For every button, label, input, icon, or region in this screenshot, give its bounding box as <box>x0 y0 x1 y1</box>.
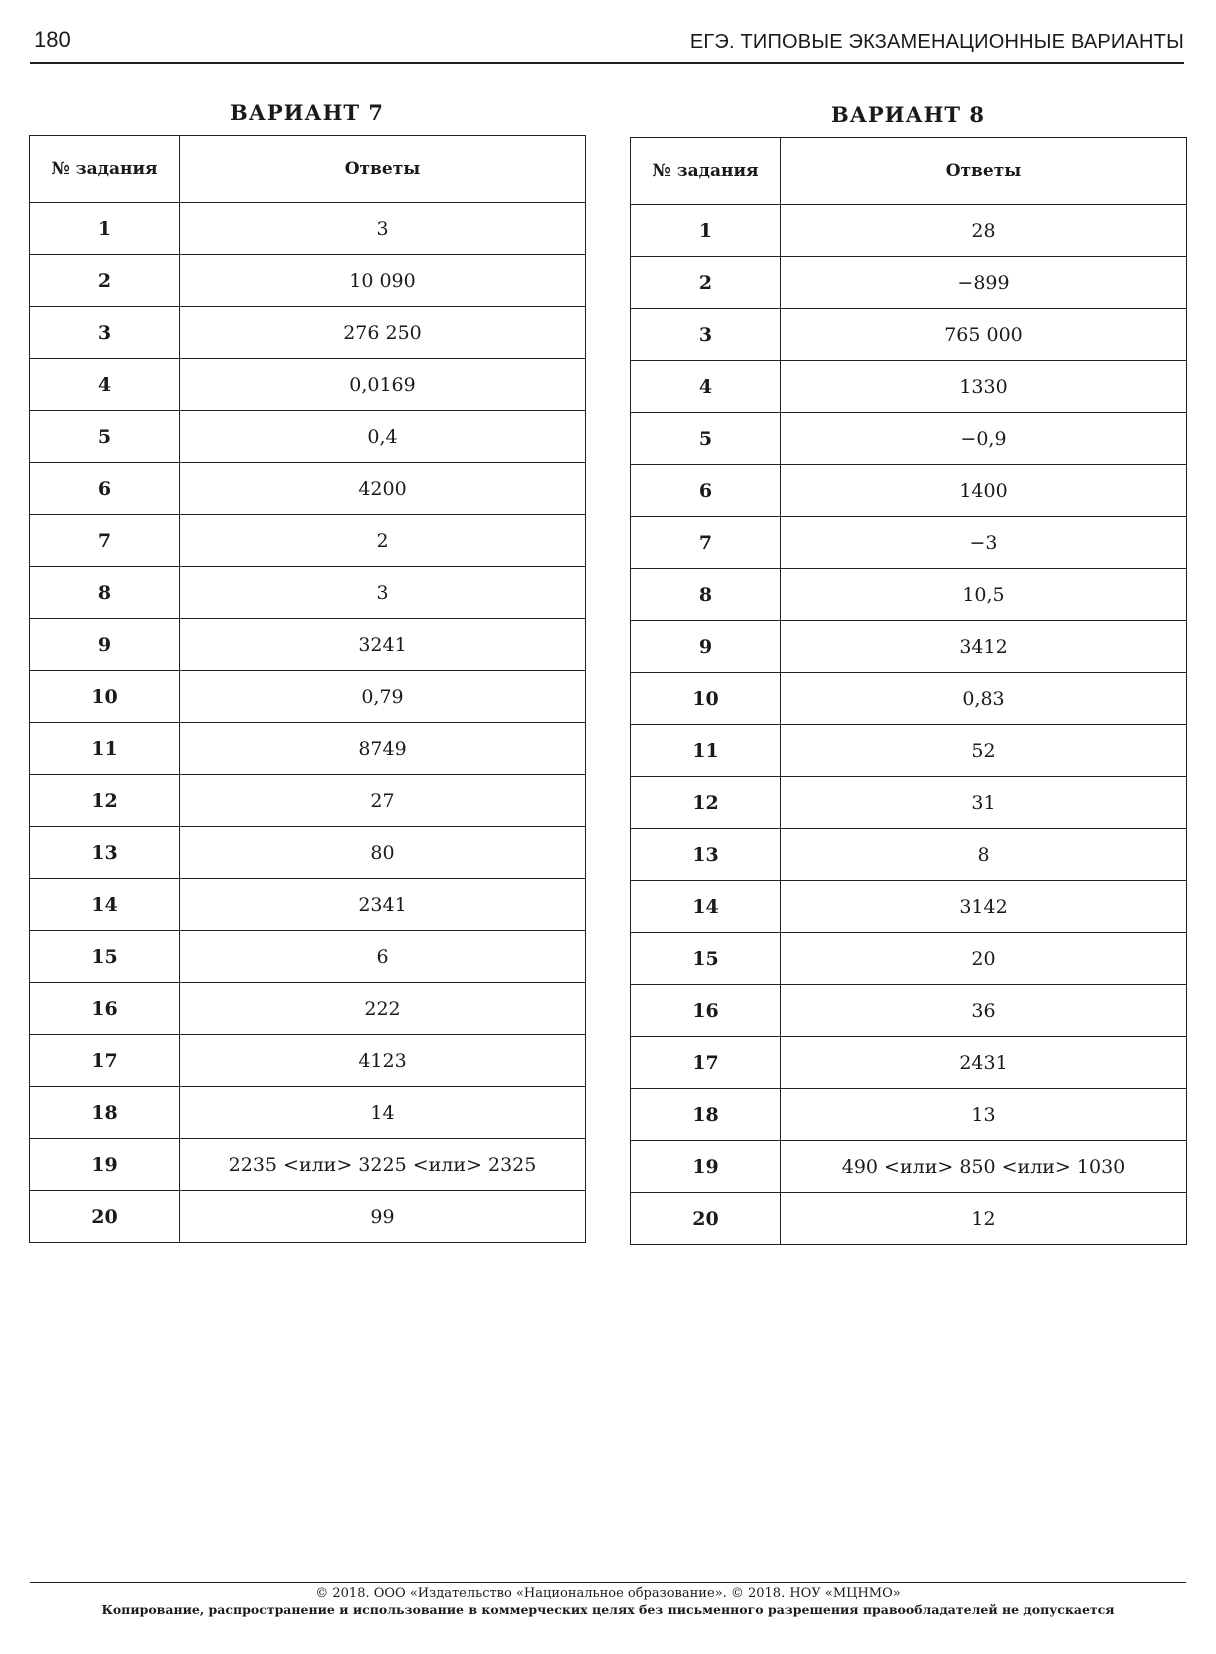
answer-cell: 6 <box>180 931 586 983</box>
table-row <box>631 361 1187 413</box>
task-number-cell: 10 <box>30 671 180 723</box>
answer-cell: 276 250 <box>180 307 586 359</box>
answer-cell: −3 <box>781 517 1187 569</box>
answer-cell: 36 <box>781 985 1187 1037</box>
table-row <box>30 671 586 723</box>
variant-8-section <box>630 100 1186 1245</box>
task-number-cell: 18 <box>30 1087 180 1139</box>
table-row <box>30 931 586 983</box>
table-row <box>631 621 1187 673</box>
page-header <box>30 22 1184 64</box>
table-row <box>30 359 586 411</box>
task-number-cell: 13 <box>631 829 781 881</box>
task-number-cell: 16 <box>30 983 180 1035</box>
answer-cell: −899 <box>781 257 1187 309</box>
answers-table <box>29 135 586 1243</box>
table-row <box>631 309 1187 361</box>
answer-cell: 765 000 <box>781 309 1187 361</box>
task-number-cell: 20 <box>30 1191 180 1243</box>
answer-cell: 0,83 <box>781 673 1187 725</box>
task-number-cell: 7 <box>30 515 180 567</box>
answer-cell: 0,0169 <box>180 359 586 411</box>
task-number-cell: 16 <box>631 985 781 1037</box>
table-row <box>30 1035 586 1087</box>
table-row <box>631 673 1187 725</box>
answer-cell: 2235 <или> 3225 <или> 2325 <box>180 1139 586 1191</box>
answer-cell: 8 <box>781 829 1187 881</box>
table-row <box>631 985 1187 1037</box>
task-number-cell: 13 <box>30 827 180 879</box>
table-row <box>631 881 1187 933</box>
table-row <box>631 725 1187 777</box>
variant-title: ВАРИАНТ 7 <box>230 100 384 125</box>
answer-cell: 13 <box>781 1089 1187 1141</box>
task-number-cell: 17 <box>30 1035 180 1087</box>
table-row <box>30 983 586 1035</box>
task-number-cell: 2 <box>30 255 180 307</box>
table-row <box>631 1193 1187 1245</box>
copying-notice: Копирование, распространение и использование в коммерческих целях без письменного разрешения правообладателей не допускается <box>101 1602 1115 1617</box>
variant-title: ВАРИАНТ 8 <box>831 102 985 127</box>
table-row <box>30 255 586 307</box>
task-number-cell: 14 <box>30 879 180 931</box>
variant-7-section <box>29 98 585 1243</box>
answer-cell: 2341 <box>180 879 586 931</box>
table-row <box>30 619 586 671</box>
task-number-cell: 9 <box>30 619 180 671</box>
table-header-row <box>30 136 586 203</box>
task-number-cell: 14 <box>631 881 781 933</box>
task-number-cell: 3 <box>631 309 781 361</box>
table-row <box>30 1139 586 1191</box>
task-number-cell: 1 <box>30 203 180 255</box>
answer-cell: 31 <box>781 777 1187 829</box>
task-number-cell: 11 <box>30 723 180 775</box>
table-row <box>30 411 586 463</box>
table-row <box>631 257 1187 309</box>
table-header-row <box>631 138 1187 205</box>
task-number-cell: 20 <box>631 1193 781 1245</box>
copyright-line: © 2018. ООО «Издательство «Национальное образование». © 2018. НОУ «МЦНМО» <box>315 1586 901 1601</box>
answer-cell: 2 <box>180 515 586 567</box>
answer-cell: 1400 <box>781 465 1187 517</box>
table-row <box>631 1141 1187 1193</box>
answers-body <box>30 203 586 1243</box>
table-row <box>30 307 586 359</box>
table-row <box>30 879 586 931</box>
task-number-cell: 6 <box>631 465 781 517</box>
task-number-header: № задания <box>30 136 180 203</box>
answer-cell: 14 <box>180 1087 586 1139</box>
task-number-cell: 17 <box>631 1037 781 1089</box>
answers-header: Ответы <box>180 136 586 203</box>
answer-cell: 28 <box>781 205 1187 257</box>
table-row <box>30 1087 586 1139</box>
answer-cell: 4123 <box>180 1035 586 1087</box>
answer-cell: 27 <box>180 775 586 827</box>
table-row <box>631 1089 1187 1141</box>
task-number-cell: 11 <box>631 725 781 777</box>
table-row <box>631 569 1187 621</box>
task-number-cell: 8 <box>30 567 180 619</box>
answers-table <box>630 137 1187 1245</box>
table-row <box>631 829 1187 881</box>
answers-header: Ответы <box>781 138 1187 205</box>
table-row <box>631 517 1187 569</box>
table-row <box>30 775 586 827</box>
table-row <box>30 723 586 775</box>
task-number-cell: 19 <box>30 1139 180 1191</box>
task-number-cell: 2 <box>631 257 781 309</box>
task-number-cell: 15 <box>631 933 781 985</box>
answer-cell: 3412 <box>781 621 1187 673</box>
answer-cell: 10,5 <box>781 569 1187 621</box>
answer-cell: 3142 <box>781 881 1187 933</box>
answers-body <box>631 205 1187 1245</box>
answer-cell: 10 090 <box>180 255 586 307</box>
copyright-footer <box>30 1582 1186 1618</box>
task-number-cell: 12 <box>631 777 781 829</box>
task-number-cell: 1 <box>631 205 781 257</box>
task-number-cell: 18 <box>631 1089 781 1141</box>
answer-cell: 490 <или> 850 <или> 1030 <box>781 1141 1187 1193</box>
answer-cell: 1330 <box>781 361 1187 413</box>
task-number-cell: 4 <box>30 359 180 411</box>
answer-cell: 0,79 <box>180 671 586 723</box>
table-row <box>631 465 1187 517</box>
answer-cell: 20 <box>781 933 1187 985</box>
answer-cell: 52 <box>781 725 1187 777</box>
table-row <box>30 463 586 515</box>
answer-cell: 3241 <box>180 619 586 671</box>
answer-cell: 222 <box>180 983 586 1035</box>
running-title: ЕГЭ. ТИПОВЫЕ ЭКЗАМЕНАЦИОННЫЕ ВАРИАНТЫ <box>689 31 1184 53</box>
page-number: 180 <box>34 27 71 52</box>
answer-cell: 8749 <box>180 723 586 775</box>
task-number-cell: 9 <box>631 621 781 673</box>
task-number-cell: 5 <box>30 411 180 463</box>
task-number-cell: 3 <box>30 307 180 359</box>
table-row <box>30 567 586 619</box>
answer-cell: 3 <box>180 567 586 619</box>
answer-cell: −0,9 <box>781 413 1187 465</box>
table-row <box>30 827 586 879</box>
task-number-cell: 8 <box>631 569 781 621</box>
task-number-cell: 12 <box>30 775 180 827</box>
answer-cell: 99 <box>180 1191 586 1243</box>
task-number-header: № задания <box>631 138 781 205</box>
task-number-cell: 7 <box>631 517 781 569</box>
table-row <box>631 933 1187 985</box>
answer-cell: 4200 <box>180 463 586 515</box>
answer-cell: 80 <box>180 827 586 879</box>
task-number-cell: 5 <box>631 413 781 465</box>
task-number-cell: 19 <box>631 1141 781 1193</box>
table-row <box>30 515 586 567</box>
answer-cell: 12 <box>781 1193 1187 1245</box>
table-row <box>631 413 1187 465</box>
table-row <box>30 1191 586 1243</box>
task-number-cell: 15 <box>30 931 180 983</box>
answer-cell: 3 <box>180 203 586 255</box>
table-row <box>631 777 1187 829</box>
task-number-cell: 6 <box>30 463 180 515</box>
answer-cell: 0,4 <box>180 411 586 463</box>
table-row <box>30 203 586 255</box>
task-number-cell: 4 <box>631 361 781 413</box>
task-number-cell: 10 <box>631 673 781 725</box>
table-row <box>631 1037 1187 1089</box>
answer-cell: 2431 <box>781 1037 1187 1089</box>
table-row <box>631 205 1187 257</box>
